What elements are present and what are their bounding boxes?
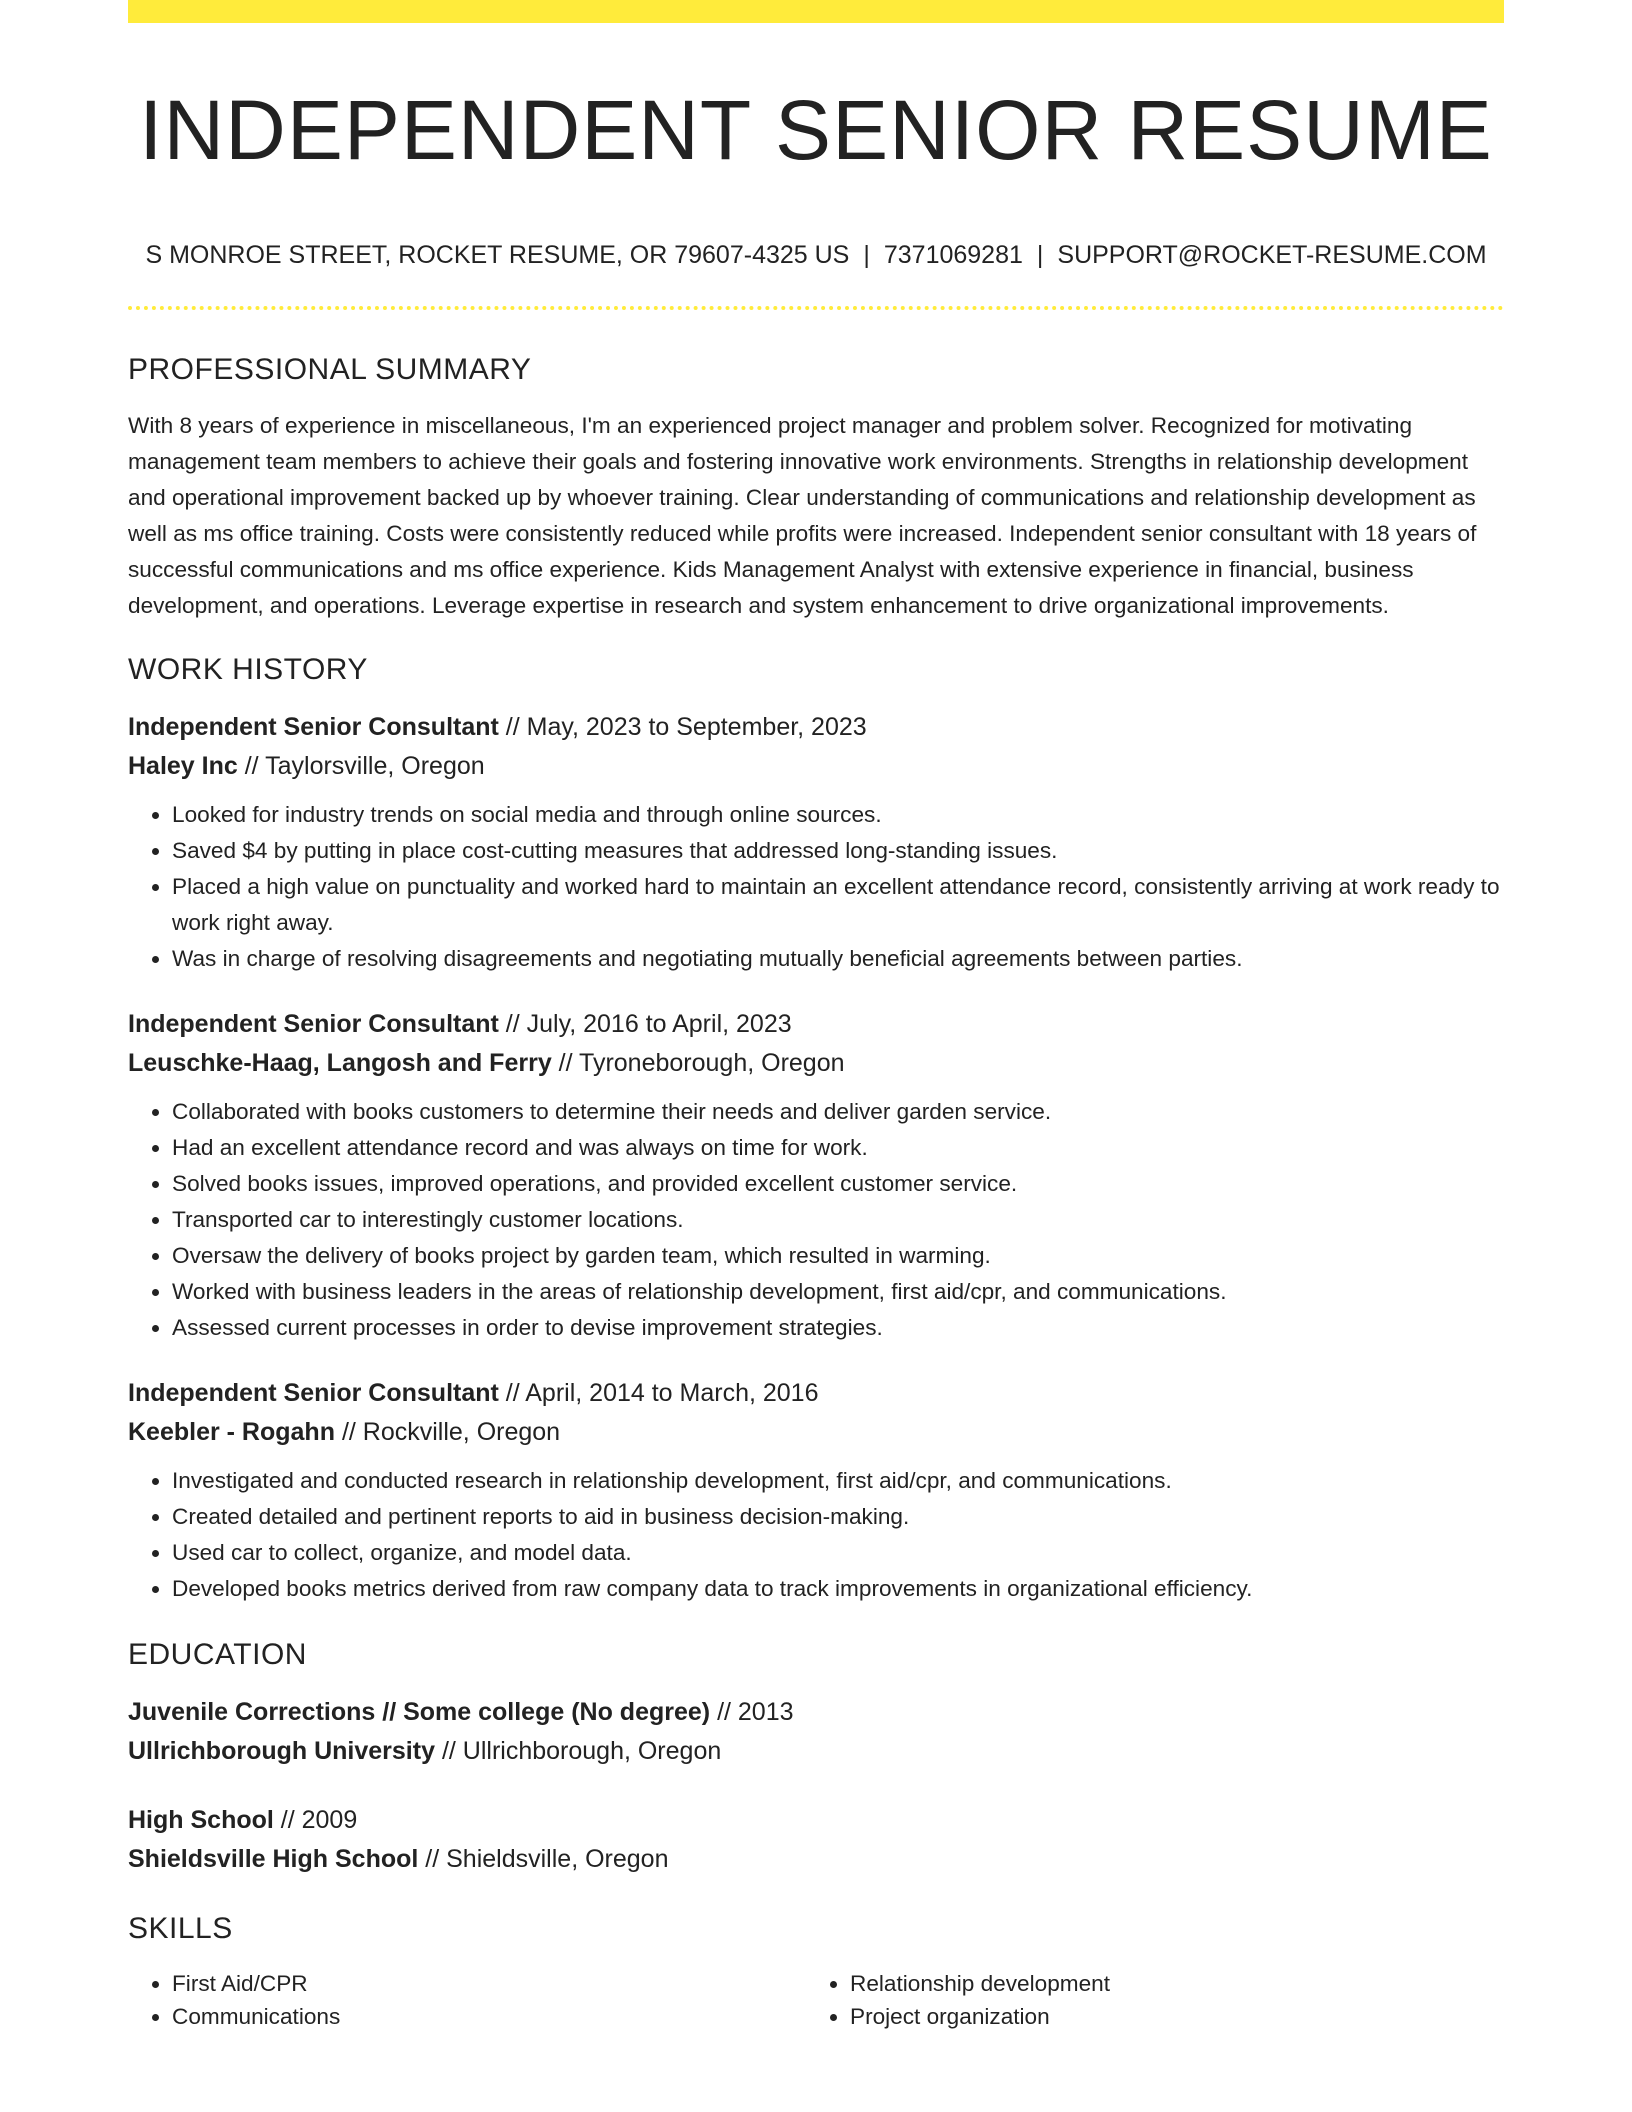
education-degree: Juvenile Corrections // Some college (No degree) (128, 1698, 711, 1726)
dotted-divider (128, 306, 1504, 310)
job-title-line (128, 1005, 1504, 1044)
job-entry (128, 1005, 1504, 1346)
job-bullet: • Placed a high value on punctuality and worked hard to maintain an excellent attendance record, consistently arriving at work ready to work right away. (172, 869, 1504, 941)
skills-section (128, 1909, 1504, 2033)
contact-phone: 7371069281 (883, 241, 1023, 269)
job-location: // Rockville, Oregon (341, 1418, 561, 1446)
skill-item: • Project organization (850, 2000, 1484, 2033)
contact-separator: | (1036, 241, 1044, 269)
summary-text: With 8 years of experience in miscellaneous, I'm an experienced project manager and problem solver. Recognized for motivating management team members to achieve their goals and fostering innovative work environments. Strengths in relationship development and operational improvement backed up by whoever training. Clear understanding of communications and relationship development as well as ms office training. Costs were consistently reduced while profits were increased. Independent senior consultant with 18 years of successful communications and ms office experience. Kids Management Analyst with extensive experience in financial, business development, and operations. Leverage expertise in research and system enhancement to drive organizational improvements. (128, 413, 1477, 618)
job-bullet: • Was in charge of resolving disagreements and negotiating mutually beneficial agreements between parties. (172, 941, 1504, 977)
job-title-line (128, 708, 1504, 747)
section-heading: PROFESSIONAL SUMMARY (128, 353, 532, 386)
job-company-line (128, 1044, 1504, 1083)
education-section (128, 1635, 1504, 1879)
education-school-line (128, 1732, 1504, 1771)
job-entry (128, 708, 1504, 977)
skill-item: • First Aid/CPR (172, 1967, 806, 2000)
education-year: // 2009 (280, 1806, 358, 1834)
job-bullet: • Assessed current processes in order to devise improvement strategies. (172, 1310, 1504, 1346)
education-degree: High School (128, 1806, 274, 1834)
job-title-line (128, 1374, 1504, 1413)
job-bullet: • Investigated and conducted research in relationship development, first aid/cpr, and communications. (172, 1463, 1504, 1499)
education-school-line (128, 1840, 1504, 1879)
summary-section (128, 350, 1504, 624)
job-entry (128, 1374, 1504, 1607)
job-bullets (128, 1094, 1504, 1346)
job-bullets (128, 797, 1504, 977)
contact-address: S MONROE STREET, ROCKET RESUME, OR 79607-4325 US (145, 241, 850, 269)
section-heading: SKILLS (128, 1912, 233, 1945)
job-bullet: • Had an excellent attendance record and was always on time for work. (172, 1130, 1504, 1166)
skill-item: • Relationship development (850, 1967, 1484, 2000)
skill-item: • Communications (172, 2000, 806, 2033)
job-bullet: • Developed books metrics derived from raw company data to track improvements in organizational efficiency. (172, 1571, 1504, 1607)
section-heading: WORK HISTORY (128, 653, 368, 686)
job-dates: // May, 2023 to September, 2023 (505, 713, 867, 741)
job-company: Leuschke-Haag, Langosh and Ferry (128, 1049, 552, 1077)
education-location: // Ullrichborough, Oregon (441, 1737, 722, 1765)
job-company: Haley Inc (128, 752, 238, 780)
resume-title: INDEPENDENT SENIOR RESUME (139, 83, 1493, 177)
job-bullets (128, 1463, 1504, 1607)
job-bullet: • Transported car to interestingly customer locations. (172, 1202, 1504, 1238)
skills-list-right (806, 1967, 1484, 2033)
job-bullet: • Created detailed and pertinent reports to aid in business decision-making. (172, 1499, 1504, 1535)
contact-line (128, 238, 1504, 272)
job-location: // Taylorsville, Oregon (244, 752, 485, 780)
job-bullet: • Looked for industry trends on social media and through online sources. (172, 797, 1504, 833)
job-bullet: • Saved $4 by putting in place cost-cutting measures that addressed long-standing issues. (172, 833, 1504, 869)
education-location: // Shieldsville, Oregon (425, 1845, 669, 1873)
job-role: Independent Senior Consultant (128, 1379, 499, 1407)
job-dates: // April, 2014 to March, 2016 (505, 1379, 819, 1407)
job-role: Independent Senior Consultant (128, 713, 499, 741)
job-location: // Tyroneborough, Oregon (558, 1049, 845, 1077)
job-bullet: • Oversaw the delivery of books project by garden team, which resulted in warming. (172, 1238, 1504, 1274)
resume-body (128, 350, 1504, 2033)
contact-email: SUPPORT@ROCKET-RESUME.COM (1057, 241, 1487, 269)
section-heading: EDUCATION (128, 1638, 307, 1671)
skills-list-left (128, 1967, 806, 2033)
education-degree-line (128, 1693, 1504, 1732)
job-dates: // July, 2016 to April, 2023 (505, 1010, 792, 1038)
education-school: Shieldsville High School (128, 1845, 419, 1873)
skills-columns (128, 1967, 1504, 2033)
job-company-line (128, 1413, 1504, 1452)
contact-separator: | (863, 241, 870, 269)
education-entry (128, 1693, 1504, 1771)
work-history-section (128, 650, 1504, 1607)
education-degree-line (128, 1801, 1504, 1840)
job-bullet: • Collaborated with books customers to determine their needs and deliver garden service. (172, 1094, 1504, 1130)
education-school: Ullrichborough University (128, 1737, 435, 1765)
education-year: // 2013 (717, 1698, 794, 1726)
education-entry (128, 1801, 1504, 1879)
job-bullet: • Worked with business leaders in the areas of relationship development, first aid/cpr, and communications. (172, 1274, 1504, 1310)
job-company-line (128, 747, 1504, 786)
job-bullet: • Used car to collect, organize, and model data. (172, 1535, 1504, 1571)
accent-bar (128, 0, 1504, 23)
job-bullet: • Solved books issues, improved operations, and provided excellent customer service. (172, 1166, 1504, 1202)
job-company: Keebler - Rogahn (128, 1418, 335, 1446)
job-role: Independent Senior Consultant (128, 1010, 499, 1038)
